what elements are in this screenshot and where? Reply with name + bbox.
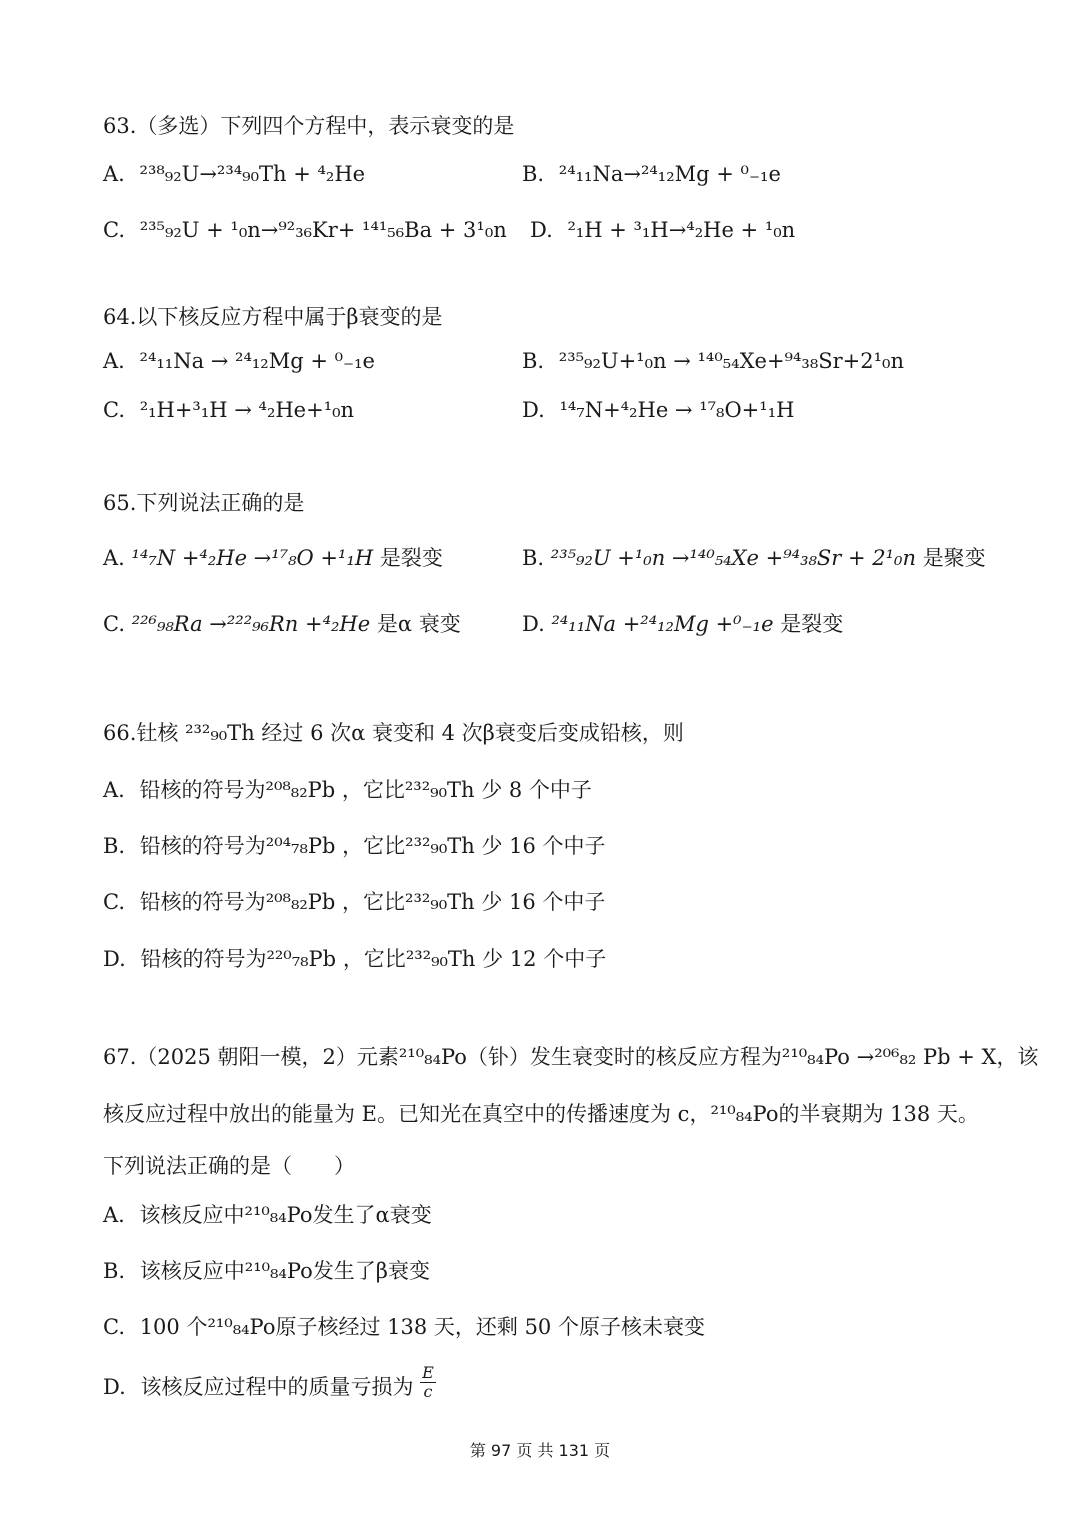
fraction-numerator: E [422,1363,434,1382]
q65-option-a [103,546,443,571]
q66-c-nucleus2: ²³²₉₀Th [405,890,475,914]
q66-stem-nucleus: ²³²₉₀Th [185,721,255,745]
q63-option-b-equation: ²⁴₁₁Na→²⁴₁₂Mg + ⁰₋₁e [558,162,781,186]
q65-option-c-tail: 是α 衰变 [376,612,461,636]
q66-b-pre: 铅核的符号为 [139,834,266,858]
question-66-stem [103,721,684,746]
q67-c-nucleus: ²¹⁰₈₄Po [207,1315,276,1339]
option-label: B. [522,546,545,570]
question-64-stem: 64.以下核反应方程中属于β衰变的是 [103,305,443,329]
q67-line1-post: ，该 [996,1045,1039,1069]
q67-a-post: 发生了α衰变 [312,1203,432,1227]
q67-d-pre: 该核反应过程中的质量亏损为 [140,1375,414,1399]
question-67-stem-line1 [103,1045,1038,1070]
q63-option-a-equation: ²³⁸₉₂U→²³⁴₉₀Th + ⁴₂He [139,162,366,186]
option-label: B. [522,349,545,373]
q66-option-d [103,947,606,972]
option-label: B. [522,162,545,186]
q66-a-post: 少 8 个中子 [481,778,592,802]
q66-c-nucleus: ²⁰⁸₈₂Pb [265,890,336,914]
q66-b-nucleus: ²⁰⁴₇₈Pb [265,834,336,858]
fraction-denominator: c [423,1382,433,1401]
question-63-stem: 63.（多选）下列四个方程中，表示衰变的是 [103,114,515,138]
q64-option-d-equation: ¹⁴₇N+⁴₂He → ¹⁷₈O+¹₁H [559,398,795,422]
q66-d-post: 少 12 个中子 [482,947,607,971]
q65-option-d [522,612,843,637]
q66-c-post: 少 16 个中子 [481,890,606,914]
q66-a-nucleus: ²⁰⁸₈₂Pb [265,778,336,802]
q63-option-c [103,218,507,243]
q66-a-mid: ，它比 [341,778,405,802]
q66-option-c [103,890,605,915]
q66-b-nucleus2: ²³²₉₀Th [405,834,475,858]
option-label: A. [103,162,125,186]
q64-option-a-equation: ²⁴₁₁Na → ²⁴₁₂Mg + ⁰₋₁e [139,349,375,373]
question-65-stem: 65.下列说法正确的是 [103,491,305,515]
option-label: D. [522,398,545,422]
q63-option-c-equation: ²³⁵₉₂U + ¹₀n→⁹²₃₆Kr+ ¹⁴¹₅₆Ba + 3¹₀n [139,218,507,242]
option-label: A. [103,778,125,802]
q65-option-d-equation: ²⁴₁₁Na +²⁴₁₂Mg +⁰₋₁e [551,612,774,636]
option-label: A. [103,349,125,373]
q67-b-pre: 该核反应中 [139,1259,245,1283]
mass-defect-fraction [420,1364,436,1401]
option-label: D. [522,612,545,636]
q66-stem-pre: 66.钍核 [103,721,179,745]
q67-option-a [103,1203,432,1228]
q65-option-b [522,546,986,571]
q67-line1-pre: 67.（2025 朝阳一模，2）元素 [103,1045,399,1069]
q67-option-b [103,1259,430,1284]
q66-option-b [103,834,606,859]
option-label: C. [103,1315,125,1339]
option-label: A. [103,1203,125,1227]
option-label: C. [103,218,125,242]
question-67-stem-line3: 下列说法正确的是（ ） [103,1154,355,1178]
q67-c-post: 原子核经过 138 天，还剩 50 个原子核未衰变 [275,1315,705,1339]
q66-a-nucleus2: ²³²₉₀Th [404,778,475,802]
option-label: C. [103,890,125,914]
q67-a-pre: 该核反应中 [139,1203,245,1227]
q67-c-pre: 100 个 [139,1315,208,1339]
option-label: B. [103,834,126,858]
q63-option-d-equation: ²₁H + ³₁H→⁴₂He + ¹₀n [567,218,796,242]
q66-d-nucleus: ²²⁰₇₈Pb [266,947,337,971]
q66-b-post: 少 16 个中子 [481,834,606,858]
q67-line1-mid: （钋）发生衰变时的核反应方程为 [466,1045,782,1069]
q65-option-d-tail: 是裂变 [780,612,844,636]
q63-option-a [103,162,365,187]
q66-d-pre: 铅核的符号为 [140,947,267,971]
q64-option-b [522,349,904,374]
q66-d-nucleus2: ²³²₉₀Th [405,947,476,971]
q64-option-a [103,349,375,374]
q63-option-b [522,162,781,187]
q67-b-post: 发生了β衰变 [312,1259,430,1283]
q63-option-d [530,218,795,243]
page-footer: 第 97 页 共 131 页 [469,1441,611,1460]
q67-line1-equation: ²¹⁰₈₄Po →²⁰⁶₈₂ Pb + X [781,1045,997,1069]
q66-option-a [103,778,592,803]
q65-option-b-tail: 是聚变 [922,546,986,570]
q64-option-c-equation: ²₁H+³₁H → ⁴₂He+¹₀n [139,398,355,422]
option-label: D. [103,947,126,971]
q67-line2-nucleus: ²¹⁰₈₄Po [710,1102,779,1126]
q64-option-c [103,398,354,423]
option-label: D. [530,218,553,242]
q67-a-nucleus: ²¹⁰₈₄Po [244,1203,313,1227]
option-label: C. [103,398,125,422]
q65-option-c [103,612,461,637]
question-67-stem-line2 [103,1102,979,1127]
q67-line2-pre: 核反应过程中放出的能量为 E。已知光在真空中的传播速度为 c， [103,1102,711,1126]
q66-stem-post: 经过 6 次α 衰变和 4 次β衰变后变成铅核，则 [261,721,684,745]
q66-b-mid: ，它比 [342,834,406,858]
q65-option-a-equation: ¹⁴₇N +⁴₂He →¹⁷₈O +¹₁H [131,546,374,570]
option-label: C. [103,612,125,636]
option-label: A. [103,546,125,570]
q66-c-pre: 铅核的符号为 [139,890,266,914]
q67-option-d [103,1363,436,1407]
q65-option-b-equation: ²³⁵₉₂U +¹₀n →¹⁴⁰₅₄Xe +⁹⁴₃₈Sr + 2¹₀n [550,546,916,570]
q65-option-c-equation: ²²⁶₉₈Ra →²²²₉₆Rn +⁴₂He [131,612,371,636]
q64-option-b-equation: ²³⁵₉₂U+¹₀n → ¹⁴⁰₅₄Xe+⁹⁴₃₈Sr+2¹₀n [558,349,904,373]
q64-option-d [522,398,794,423]
q66-d-mid: ，它比 [342,947,406,971]
option-label: B. [103,1259,126,1283]
q66-c-mid: ，它比 [342,890,406,914]
q65-option-a-tail: 是裂变 [379,546,443,570]
q67-line2-post: 的半衰期为 138 天。 [778,1102,979,1126]
q67-option-c [103,1315,705,1340]
q66-a-pre: 铅核的符号为 [139,778,266,802]
q67-b-nucleus: ²¹⁰₈₄Po [244,1259,313,1283]
option-label: D. [103,1375,126,1399]
q67-line1-nucleus: ²¹⁰₈₄Po [398,1045,467,1069]
